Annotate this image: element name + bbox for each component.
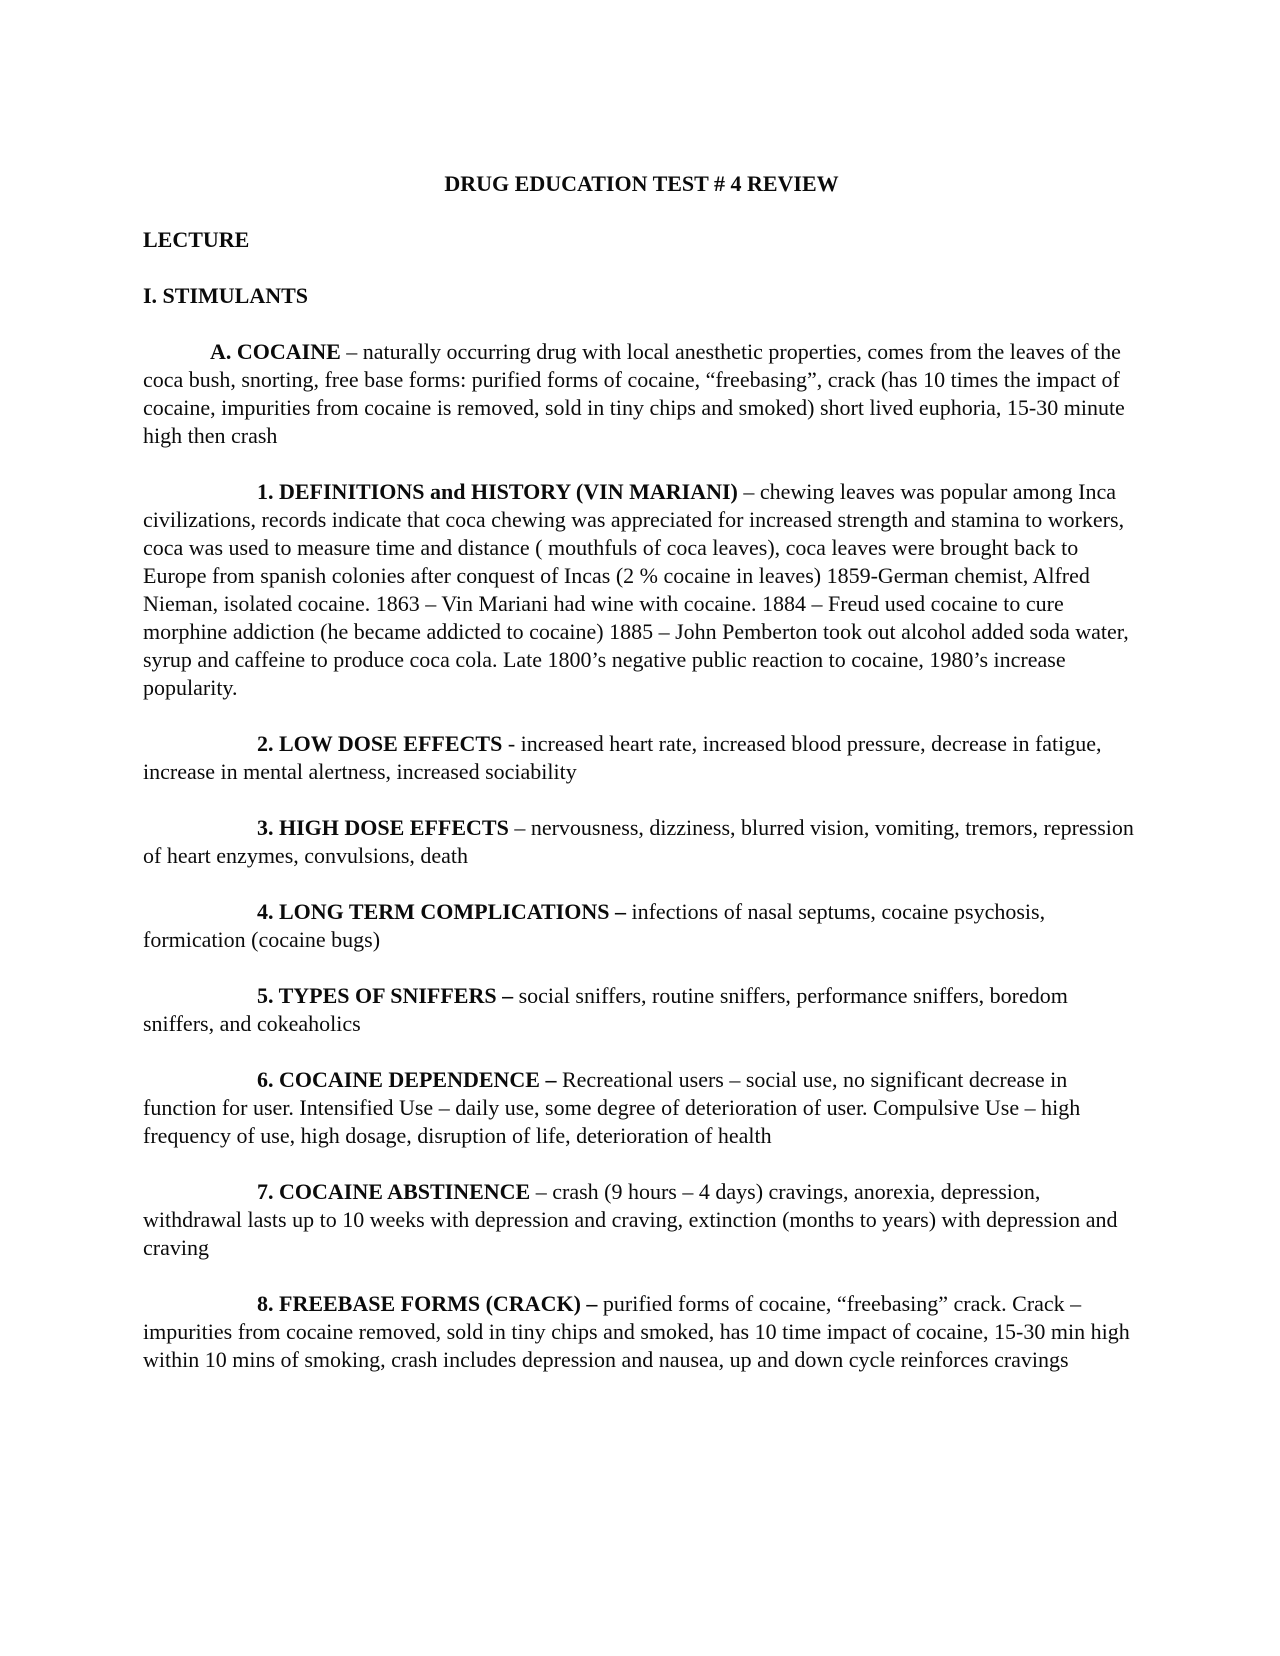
paragraph-5-types-of-sniffers-text: social sniffers, routine sniffers, performance sniffers, boredom sniffers, and cokeaholics	[143, 983, 1068, 1036]
paragraph-3-high-dose-effects-lead: 3. HIGH DOSE EFFECTS	[257, 815, 509, 840]
paragraph-6-cocaine-dependence	[143, 1066, 1140, 1150]
paragraph-4-long-term-complications	[143, 898, 1140, 954]
paragraph-8-freebase-forms-crack-text: purified forms of cocaine, “freebasing” crack. Crack – impurities from cocaine removed, sold in tiny chips and smoked, has 10 time impact of cocaine, 15-30 min high within 10 mins of smoking, crash includes depression and nausea, up and down cycle reinforces cravings	[143, 1291, 1130, 1372]
paragraph-8-freebase-forms-crack	[143, 1290, 1140, 1374]
paragraph-5-types-of-sniffers-lead: 5. TYPES OF SNIFFERS –	[257, 983, 514, 1008]
paragraph-4-long-term-complications-text: infections of nasal septums, cocaine psychosis, formication (cocaine bugs)	[143, 899, 1046, 952]
paragraph-4-long-term-complications-lead: 4. LONG TERM COMPLICATIONS –	[257, 899, 626, 924]
paragraph-6-cocaine-dependence-lead: 6. COCAINE DEPENDENCE –	[257, 1067, 557, 1092]
paragraph-7-cocaine-abstinence	[143, 1178, 1140, 1262]
paragraph-5-types-of-sniffers	[143, 982, 1140, 1038]
lecture-heading: LECTURE	[143, 227, 250, 252]
paragraph-8-freebase-forms-crack-lead: 8. FREEBASE FORMS (CRACK) –	[257, 1291, 598, 1316]
paragraph-a-cocaine-text: – naturally occurring drug with local anesthetic properties, comes from the leaves of the coca bush, snorting, free base forms: purified forms of cocaine, “freebasing”, crack (has 10 times the impact of cocaine, impurities from cocaine is removed, sold in tiny chips and smoked) short lived euphoria, 15-30 minute high then crash	[143, 339, 1125, 448]
stimulants-section-heading: I. STIMULANTS	[143, 283, 309, 308]
paragraph-1-definitions-history-text: – chewing leaves was popular among Inca civilizations, records indicate that coca chewing was appreciated for increased strength and stamina to workers, coca was used to measure time and distance ( mouthfuls of coca leaves), coca leaves were brought back to Europe from spanish colonies after conquest of Incas (2 % cocaine in leaves) 1859-German chemist, Alfred Nieman, isolated cocaine. 1863 – Vin Mariani had wine with cocaine. 1884 – Freud used cocaine to cure morphine addiction (he became addicted to cocaine) 1885 – John Pemberton took out alcohol added soda water, syrup and caffeine to produce coca cola. Late 1800’s negative public reaction to cocaine, 1980’s increase popularity.	[143, 479, 1129, 700]
paragraph-7-cocaine-abstinence-text: – crash (9 hours – 4 days) cravings, anorexia, depression, withdrawal lasts up to 10 weeks with depression and craving, extinction (months to years) with depression and craving	[143, 1179, 1118, 1260]
paragraph-1-definitions-history	[143, 478, 1140, 702]
paragraph-2-low-dose-effects-lead: 2. LOW DOSE EFFECTS	[257, 731, 503, 756]
paragraph-2-low-dose-effects-text: - increased heart rate, increased blood pressure, decrease in fatigue, increase in mental alertness, increased sociability	[143, 731, 1102, 784]
paragraph-a-cocaine-lead: A. COCAINE	[210, 339, 341, 364]
paragraph-a-cocaine	[143, 338, 1140, 450]
paragraph-6-cocaine-dependence-text: Recreational users – social use, no significant decrease in function for user. Intensified Use – daily use, some degree of deterioration of user. Compulsive Use – high frequency of use, high dosage, disruption of life, deterioration of health	[143, 1067, 1081, 1148]
paragraph-7-cocaine-abstinence-lead: 7. COCAINE ABSTINENCE	[257, 1179, 531, 1204]
paragraph-3-high-dose-effects-text: – nervousness, dizziness, blurred vision, vomiting, tremors, repression of heart enzymes, convulsions, death	[143, 815, 1134, 868]
paragraph-2-low-dose-effects	[143, 730, 1140, 786]
paragraph-3-high-dose-effects	[143, 814, 1140, 870]
paragraph-1-definitions-history-lead: 1. DEFINITIONS and HISTORY (VIN MARIANI)	[257, 479, 738, 504]
document-title: DRUG EDUCATION TEST # 4 REVIEW	[444, 171, 839, 196]
